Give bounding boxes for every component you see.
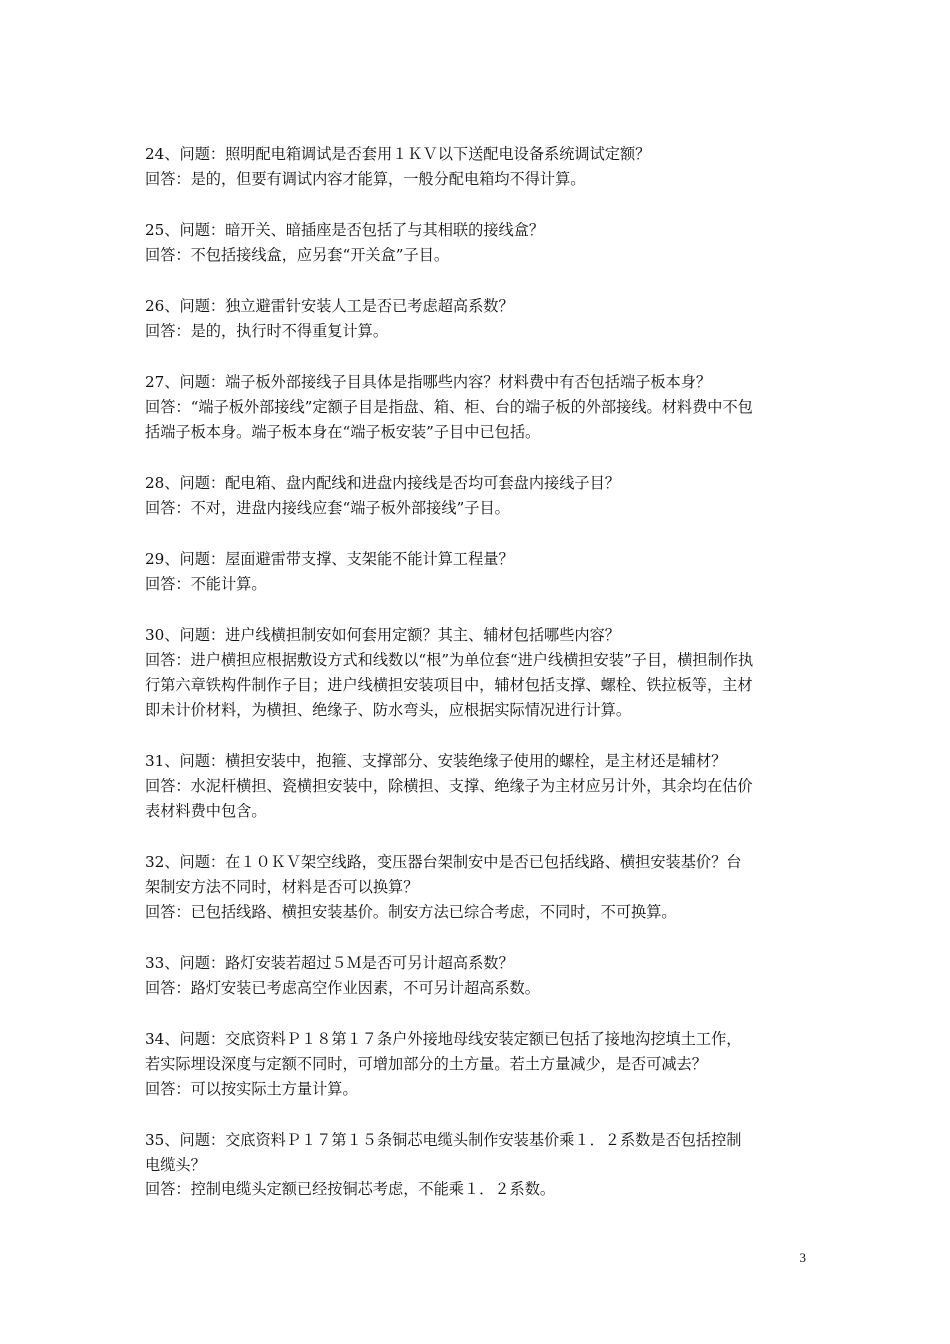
qa-item (145, 749, 815, 823)
answer-line: 回答：控制电缆头定额已经按铜芯考虑，不能乘１．２系数。 (145, 1180, 556, 1199)
qa-item (145, 218, 815, 268)
answer-line: 回答：不对，进盘内接线应套“端子板外部接线”子目。 (145, 498, 510, 517)
qa-item (145, 850, 815, 924)
answer-line: 回答：进户横担应根据敷设方式和线数以“根”为单位套“进户线横担安装”子目，横担制作执 (145, 651, 754, 670)
qa-item (145, 623, 815, 722)
answer-line: 回答：已包括线路、横担安装基价。制安方法已综合考虑，不同时，不可换算。 (145, 902, 677, 921)
answer-line: 行第六章铁构件制作子目；进户线横担安装项目中，辅材包括支撑、螺栓、铁拉板等，主材 (145, 675, 753, 694)
answer-line: 电缆头？ (145, 1155, 206, 1174)
answer-line: 回答：可以按实际土方量计算。 (145, 1079, 358, 1098)
question-line: 28、问题：配电箱、盘内配线和进盘内接线是否均可套盘内接线子目？ (145, 474, 620, 493)
answer-line: 表材料费中包含。 (145, 801, 267, 820)
answer-line: 回答：是的，但要有调试内容才能算，一般分配电箱均不得计算。 (145, 169, 586, 188)
answer-line: 括端子板本身。端子板本身在“端子板安装”子目中已包括。 (145, 422, 541, 441)
question-line: 32、问题：在１０ＫＶ架空线路，变压器台架制安中是否已包括线路、横担安装基价？台 (145, 852, 742, 871)
answer-line: 回答：是的，执行时不得重复计算。 (145, 321, 388, 340)
question-line: 25、问题：暗开关、暗插座是否包括了与其相联的接线盒？ (145, 221, 545, 240)
question-line: 26、问题：独立避雷针安装人工是否已考虑超高系数？ (145, 297, 514, 316)
question-line: 30、问题：进户线横担制安如何套用定额？其主、辅材包括哪些内容？ (145, 626, 620, 645)
question-line: 24、问题：照明配电箱调试是否套用１ＫＶ以下送配电设备系统调试定额？ (145, 145, 651, 163)
answer-line: 回答：不包括接线盒，应另套“开关盒”子目。 (145, 245, 450, 264)
answer-line: 回答：“端子板外部接线”定额子目是指盘、箱、柜、台的端子板的外部接线。材料费中不包 (145, 398, 753, 417)
answer-line: 回答：路灯安装已考虑高空作业因素，不可另计超高系数。 (145, 978, 540, 997)
answer-line: 若实际埋设深度与定额不同时，可增加部分的土方量。若土方量减少，是否可减去？ (145, 1054, 707, 1073)
qa-item (145, 1027, 815, 1101)
qa-item (145, 294, 815, 344)
question-line: 29、问题：屋面避雷带支撑、支架能不能计算工程量？ (145, 550, 514, 569)
question-line: 35、问题：交底资料Ｐ１７第１５条铜芯电缆头制作安装基价乘１．２系数是否包括控制 (145, 1130, 742, 1149)
qa-item (145, 142, 815, 192)
question-line: 33、问题：路灯安装若超过５Ｍ是否可另计超高系数？ (145, 953, 514, 972)
question-line: 34、问题：交底资料Ｐ１８第１７条户外接地母线安装定额已包括了接地沟挖填土工作， (145, 1029, 742, 1048)
qa-item (145, 1128, 815, 1202)
qa-item (145, 951, 815, 1001)
answer-line: 回答：不能计算。 (145, 575, 267, 594)
document-body (145, 142, 815, 1229)
answer-line: 即未计价材料，为横担、绝缘子、防水弯头，应根据实际情况进行计算。 (145, 700, 631, 719)
page-number: 3 (799, 1250, 806, 1265)
question-line: 31、问题：横担安装中，抱箍、支撑部分、安装绝缘子使用的螺栓，是主材还是辅材？ (145, 752, 727, 771)
qa-item (145, 547, 815, 597)
question-line: 27、问题：端子板外部接线子目具体是指哪些内容？材料费中有否包括端子板本身？ (145, 373, 712, 392)
answer-line: 回答：水泥杆横担、瓷横担安装中，除横担、支撑、绝缘子为主材应另计外，其余均在估价 (145, 776, 753, 795)
qa-item (145, 370, 815, 444)
answer-line: 架制安方法不同时，材料是否可以换算？ (145, 877, 419, 896)
qa-item (145, 471, 815, 521)
